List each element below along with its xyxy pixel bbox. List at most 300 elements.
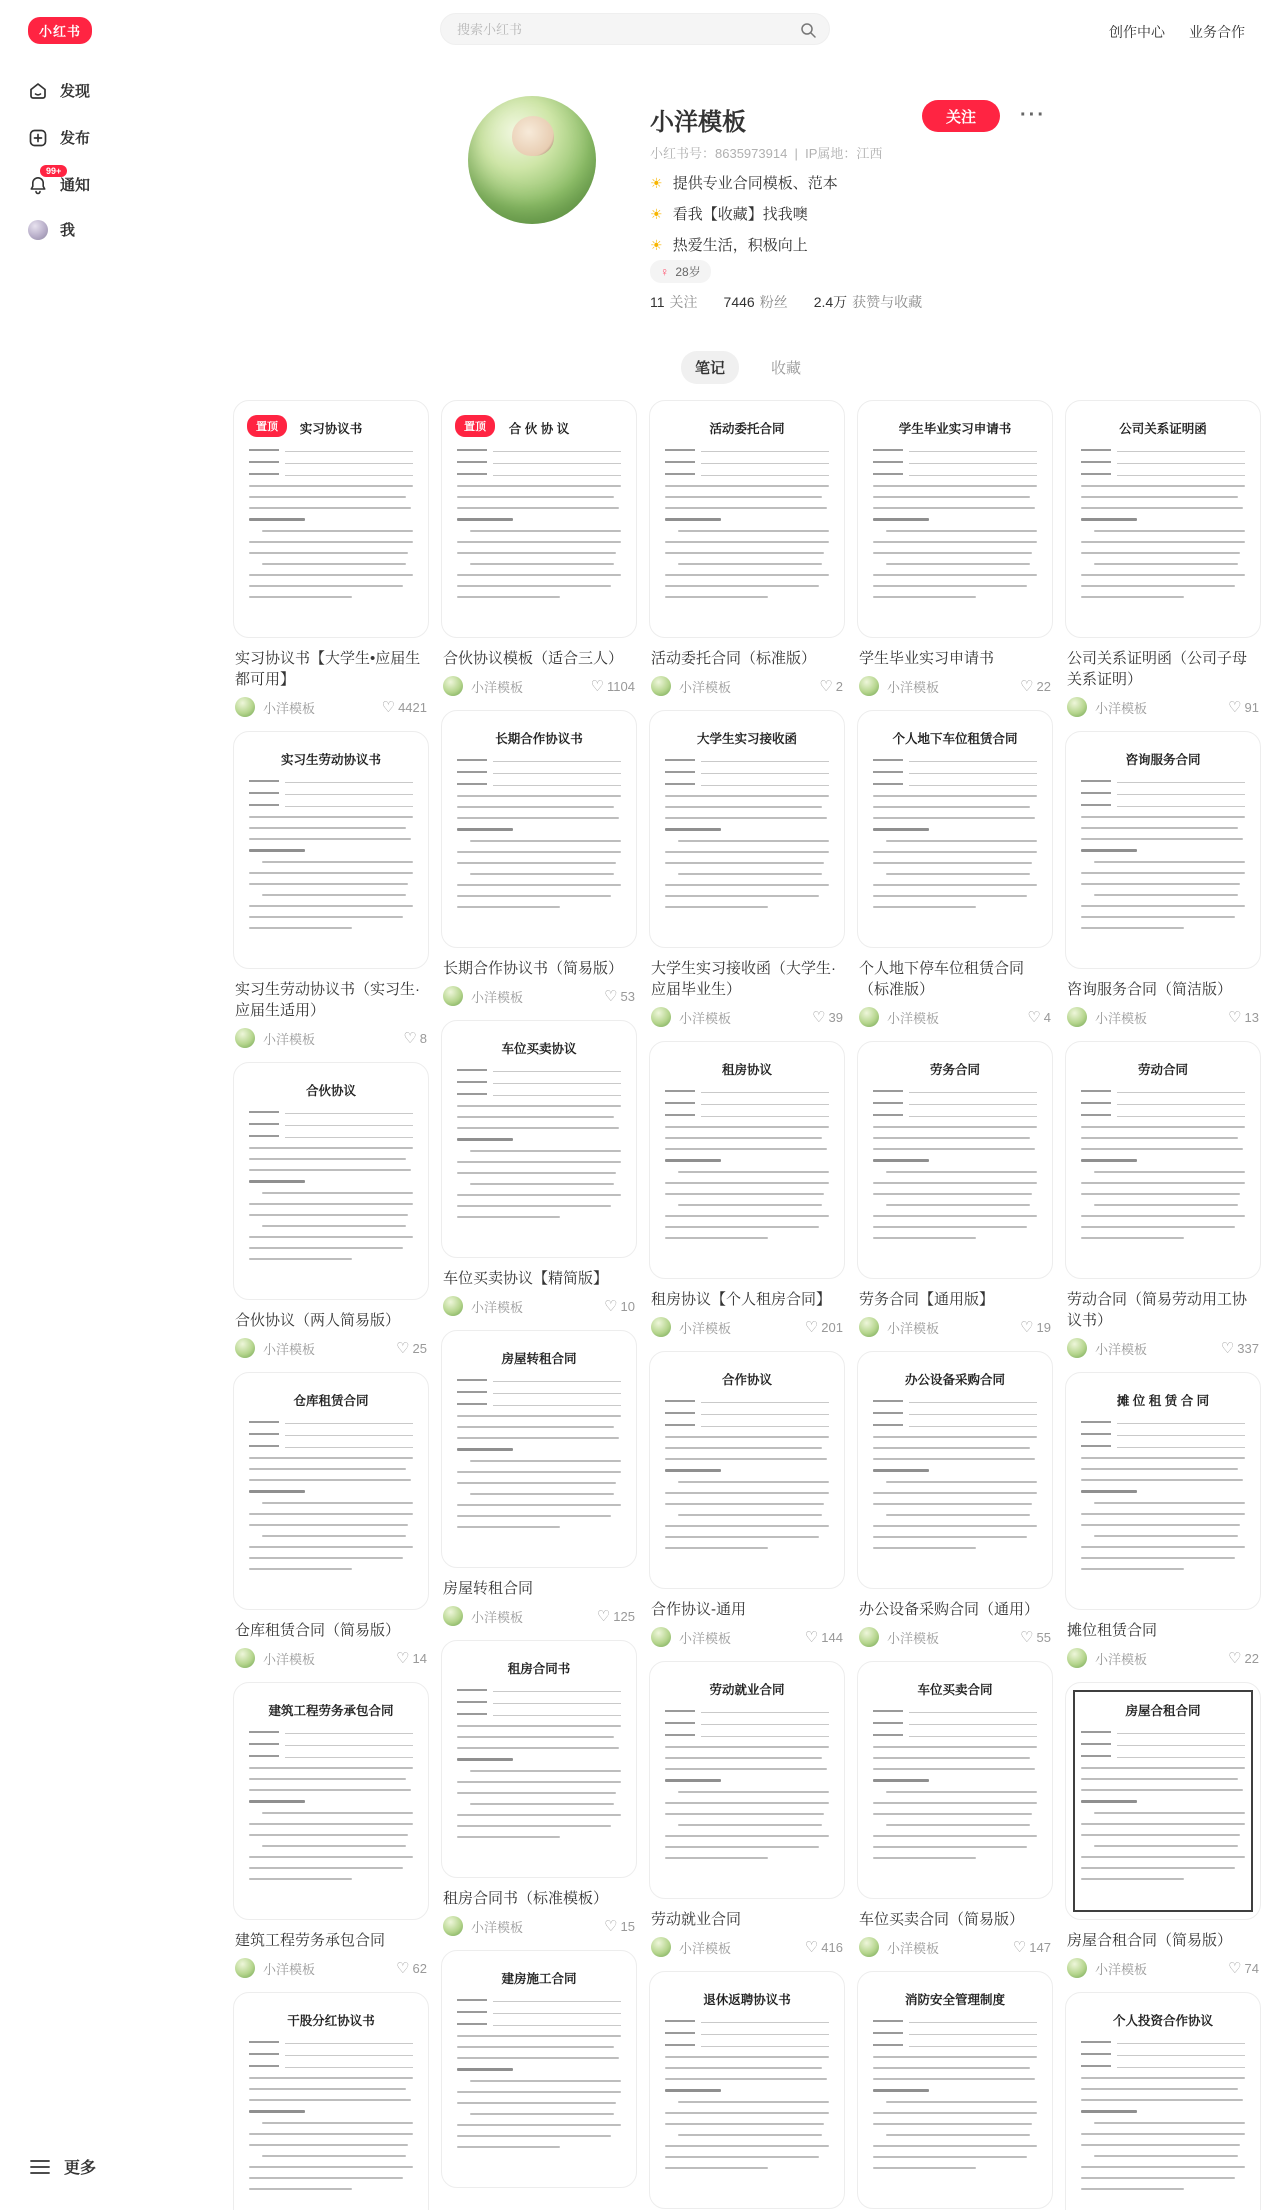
note-card — [233, 1372, 429, 1668]
note-thumbnail[interactable] — [649, 1351, 845, 1589]
notes-column — [1065, 400, 1261, 2210]
like-button[interactable] — [1228, 1010, 1259, 1025]
note-card — [441, 1950, 637, 2188]
notification-badge: 99+ — [40, 165, 67, 177]
author-name[interactable]: 小洋模板 — [263, 700, 316, 716]
sidebar-item-discover[interactable] — [28, 80, 90, 101]
like-icon: ♡ — [1020, 677, 1034, 695]
note-thumbnail[interactable] — [649, 1041, 845, 1279]
note-footer — [1065, 1958, 1261, 1978]
note-thumbnail[interactable] — [857, 1351, 1053, 1589]
author-avatar[interactable] — [1067, 697, 1087, 717]
note-footer — [857, 1627, 1053, 1647]
document-title: 劳务合同 — [929, 1063, 980, 1077]
author-name[interactable]: 小洋模板 — [471, 679, 524, 695]
document-text-lines — [873, 1436, 1037, 1549]
author-name[interactable]: 小洋模板 — [263, 1341, 316, 1357]
note-title[interactable]: 公司关系证明函（公司子母关系证明） — [1067, 650, 1248, 688]
note-footer — [441, 676, 637, 696]
document-text-lines — [1081, 1126, 1245, 1239]
like-icon: ♡ — [403, 1029, 417, 1047]
note-title[interactable]: 房屋合租合同（简易版） — [1067, 1932, 1233, 1949]
like-button[interactable] — [604, 1299, 635, 1314]
like-button[interactable] — [396, 1651, 427, 1666]
note-title[interactable]: 劳务合同【通用版】 — [859, 1291, 995, 1308]
like-button[interactable] — [591, 679, 635, 694]
document-preview — [858, 1662, 1052, 1898]
note-thumbnail[interactable] — [649, 400, 845, 638]
note-card — [649, 710, 845, 1027]
note-thumbnail[interactable] — [233, 1992, 429, 2210]
like-button[interactable] — [819, 679, 843, 694]
like-button[interactable] — [396, 1341, 427, 1356]
document-title: 咨询服务合同 — [1125, 753, 1201, 767]
note-thumbnail[interactable] — [441, 1950, 637, 2188]
like-icon: ♡ — [1228, 1649, 1242, 1667]
note-footer — [233, 1338, 429, 1358]
note-title[interactable]: 租房协议【个人租房合同】 — [651, 1291, 832, 1308]
like-button[interactable] — [396, 1961, 427, 1976]
note-title[interactable]: 合伙协议（两人简易版） — [235, 1312, 401, 1329]
note-card — [857, 710, 1053, 1027]
note-title[interactable]: 办公设备采购合同（通用） — [859, 1601, 1040, 1618]
document-text-lines — [1081, 816, 1245, 929]
document-preview — [858, 711, 1052, 947]
author-name[interactable]: 小洋模板 — [1095, 1651, 1148, 1667]
note-thumbnail[interactable] — [441, 710, 637, 948]
author-name[interactable]: 小洋模板 — [887, 1320, 940, 1336]
business-link[interactable]: 业务合作 — [1189, 24, 1245, 40]
note-thumbnail[interactable] — [441, 1640, 637, 1878]
note-footer — [1065, 1648, 1261, 1668]
note-thumbnail[interactable] — [441, 1330, 637, 1568]
document-text-lines — [457, 2035, 621, 2148]
document-title: 大学生实习接收函 — [696, 732, 797, 746]
sparkle-icon: ☀ — [650, 206, 663, 222]
note-title[interactable]: 摊位租赁合同 — [1067, 1622, 1158, 1639]
sidebar-label-discover: 发现 — [60, 83, 91, 100]
note-footer — [857, 1317, 1053, 1337]
document-preview — [1066, 1373, 1260, 1609]
note-footer — [1065, 1007, 1261, 1027]
note-footer — [649, 1937, 845, 1957]
note-title[interactable]: 租房合同书（标准模板） — [443, 1890, 609, 1907]
note-title[interactable]: 大学生实习接收函（大学生·应届毕业生） — [651, 960, 836, 998]
author-name[interactable]: 小洋模板 — [1095, 700, 1148, 716]
like-button[interactable] — [403, 1031, 427, 1046]
document-preview — [442, 1331, 636, 1567]
note-thumbnail[interactable] — [649, 710, 845, 948]
author-name[interactable]: 小洋模板 — [471, 989, 524, 1005]
document-text-lines — [249, 2077, 413, 2190]
like-icon: ♡ — [604, 1917, 618, 1935]
note-thumbnail[interactable] — [1065, 400, 1261, 638]
author-name[interactable]: 小洋模板 — [263, 1031, 316, 1047]
note-title[interactable]: 劳动就业合同 — [651, 1911, 742, 1928]
author-avatar[interactable] — [859, 1007, 879, 1027]
document-title: 个人地下车位租赁合同 — [892, 732, 1018, 746]
like-icon: ♡ — [1020, 1318, 1034, 1336]
like-count: 15 — [620, 1918, 635, 1934]
xiaohongshu-logo[interactable]: 小红书 — [28, 17, 92, 44]
note-thumbnail[interactable] — [857, 1971, 1053, 2209]
like-button[interactable] — [1221, 1341, 1259, 1356]
note-title[interactable]: 建筑工程劳务承包合同 — [235, 1932, 386, 1949]
author-name[interactable]: 小洋模板 — [471, 1299, 524, 1315]
bio-line: ☀ 热爱生活，积极向上 — [650, 237, 808, 254]
note-thumbnail[interactable] — [233, 1062, 429, 1300]
home-icon — [28, 81, 48, 101]
stat-followers[interactable]: 7446 粉丝 — [723, 294, 788, 310]
note-footer — [857, 1937, 1053, 1957]
author-avatar[interactable] — [1067, 1338, 1087, 1358]
note-footer — [649, 1317, 845, 1337]
document-title: 合 伙 协 议 — [508, 422, 570, 436]
document-title: 车位买卖协议 — [501, 1042, 577, 1056]
document-title: 合伙协议 — [305, 1084, 356, 1098]
document-preview — [1066, 1042, 1260, 1278]
author-avatar[interactable] — [443, 676, 463, 696]
document-title: 劳动合同 — [1137, 1063, 1188, 1077]
author-name[interactable]: 小洋模板 — [887, 1940, 940, 1956]
like-button[interactable] — [1013, 1940, 1051, 1955]
like-icon: ♡ — [1220, 1339, 1235, 1357]
sidebar-label-publish: 发布 — [60, 130, 91, 147]
note-card — [233, 400, 429, 717]
author-avatar[interactable] — [1067, 1958, 1087, 1978]
notes-column — [857, 400, 1053, 2210]
like-button[interactable] — [1020, 1320, 1051, 1335]
profile-id-line: 小红书号：8635973914 | IP属地：江西 — [650, 146, 883, 161]
author-avatar[interactable] — [443, 1606, 463, 1626]
more-options-icon[interactable]: ··· — [1020, 104, 1046, 126]
profile-tabs — [233, 351, 1263, 384]
follow-button[interactable]: 关注 — [922, 100, 1000, 132]
like-icon: ♡ — [804, 1628, 819, 1646]
note-title[interactable]: 仓库租赁合同（简易版） — [235, 1622, 401, 1639]
note-card — [857, 1971, 1053, 2209]
bio-line: ☀ 看我【收藏】找我噢 — [650, 206, 808, 223]
document-title: 摊 位 租 赁 合 同 — [1116, 1394, 1210, 1408]
document-title: 房屋转租合同 — [501, 1352, 577, 1366]
author-avatar[interactable] — [235, 1028, 255, 1048]
author-avatar[interactable] — [235, 1648, 255, 1668]
note-card — [233, 1992, 429, 2210]
note-title[interactable]: 学生毕业实习申请书 — [859, 650, 995, 667]
like-count: 14 — [412, 1650, 427, 1666]
like-button[interactable] — [805, 1630, 843, 1645]
document-text-lines — [249, 1147, 413, 1260]
document-preview — [858, 1972, 1052, 2208]
note-thumbnail[interactable] — [233, 400, 429, 638]
sidebar-item-notifications[interactable] — [28, 165, 91, 195]
pinned-badge: 置顶 — [455, 415, 495, 437]
author-name[interactable]: 小洋模板 — [679, 1010, 732, 1026]
document-text-lines — [457, 1415, 621, 1528]
document-text-lines — [457, 795, 621, 908]
document-text-lines — [249, 816, 413, 929]
note-title[interactable]: 房屋转租合同 — [443, 1580, 534, 1597]
document-title: 车位买卖合同 — [917, 1683, 993, 1697]
like-icon: ♡ — [1020, 1628, 1034, 1646]
creator-center-link[interactable]: 创作中心 — [1109, 24, 1165, 40]
note-card — [1065, 1041, 1261, 1358]
note-thumbnail[interactable] — [233, 1682, 429, 1920]
sidebar-item-publish[interactable] — [28, 127, 90, 148]
sparkle-icon: ☀ — [650, 175, 663, 191]
document-title: 实习协议书 — [299, 422, 363, 436]
author-name[interactable]: 小洋模板 — [887, 679, 940, 695]
note-title[interactable]: 合作协议-通用 — [651, 1601, 746, 1618]
like-button[interactable] — [805, 1940, 843, 1955]
sidebar-label-me: 我 — [60, 222, 76, 239]
like-count: 13 — [1244, 1009, 1259, 1025]
author-name[interactable]: 小洋模板 — [887, 1010, 940, 1026]
note-card — [441, 1330, 637, 1626]
note-title[interactable]: 咨询服务合同（简洁版） — [1067, 981, 1233, 998]
note-footer — [441, 1296, 637, 1316]
author-avatar[interactable] — [859, 676, 879, 696]
document-text-lines — [873, 2056, 1037, 2169]
note-thumbnail[interactable] — [857, 400, 1053, 638]
author-name[interactable]: 小洋模板 — [679, 1320, 732, 1336]
profile-name: 小洋模板 — [650, 109, 746, 136]
note-footer — [441, 986, 637, 1006]
like-button[interactable] — [805, 1320, 843, 1335]
note-title[interactable]: 长期合作协议书（简易版） — [443, 960, 624, 977]
author-avatar[interactable] — [651, 1627, 671, 1647]
author-avatar[interactable] — [443, 1296, 463, 1316]
sparkle-icon: ☀ — [650, 237, 663, 253]
note-card — [649, 1971, 845, 2209]
sidebar-item-me[interactable] — [28, 219, 75, 240]
document-text-lines — [873, 485, 1037, 598]
notes-column — [441, 400, 637, 2210]
more-menu-button[interactable] — [30, 2155, 96, 2178]
note-title[interactable]: 劳动合同（简易劳动用工协议书） — [1067, 1291, 1248, 1329]
document-preview — [858, 1042, 1052, 1278]
like-button[interactable] — [382, 700, 427, 715]
like-button[interactable] — [604, 989, 635, 1004]
note-thumbnail[interactable] — [441, 400, 637, 638]
note-thumbnail[interactable] — [857, 1041, 1053, 1279]
document-title: 劳动就业合同 — [709, 1683, 785, 1697]
author-avatar[interactable] — [443, 1916, 463, 1936]
note-card — [233, 1062, 429, 1358]
tab-notes[interactable]: 笔记 — [681, 351, 739, 384]
author-avatar[interactable] — [859, 1627, 879, 1647]
like-count: 4421 — [398, 699, 427, 715]
note-card — [649, 1661, 845, 1957]
note-card — [1065, 400, 1261, 717]
note-footer — [1065, 697, 1261, 717]
more-label: 更多 — [64, 2160, 97, 2177]
document-title: 建房施工合同 — [501, 1972, 577, 1986]
note-thumbnail[interactable] — [1065, 1992, 1261, 2210]
document-text-lines — [1081, 2077, 1245, 2190]
note-footer — [441, 1916, 637, 1936]
author-avatar[interactable] — [651, 1937, 671, 1957]
author-name[interactable]: 小洋模板 — [471, 1609, 524, 1625]
sidebar-avatar — [28, 220, 48, 240]
note-thumbnail[interactable] — [1065, 731, 1261, 969]
note-card — [441, 1640, 637, 1936]
document-text-lines — [873, 795, 1037, 908]
document-title: 长期合作协议书 — [495, 732, 583, 746]
like-count: 25 — [412, 1340, 427, 1356]
like-count: 19 — [1036, 1319, 1051, 1335]
note-title[interactable]: 实习生劳动协议书（实习生·应届生适用） — [235, 981, 420, 1019]
like-count: 10 — [620, 1298, 635, 1314]
author-avatar[interactable] — [651, 1007, 671, 1027]
search-bar[interactable] — [440, 13, 830, 45]
document-title: 实习生劳动协议书 — [280, 753, 381, 767]
note-footer — [649, 676, 845, 696]
note-thumbnail[interactable] — [857, 710, 1053, 948]
like-count: 22 — [1036, 678, 1051, 694]
note-title[interactable]: 车位买卖协议【精简版】 — [443, 1270, 609, 1287]
document-text-lines — [665, 485, 829, 598]
like-count: 39 — [828, 1009, 843, 1025]
age-gender-tag: ♀ 28岁 — [650, 260, 711, 283]
note-card — [1065, 1682, 1261, 1978]
author-name[interactable]: 小洋模板 — [679, 1940, 732, 1956]
author-avatar[interactable] — [235, 1338, 255, 1358]
stat-following[interactable]: 11 关注 — [650, 294, 698, 310]
profile-avatar — [468, 96, 596, 224]
note-footer — [649, 1007, 845, 1027]
author-name[interactable]: 小洋模板 — [1095, 1341, 1148, 1357]
author-avatar[interactable] — [859, 1937, 879, 1957]
tab-collections[interactable]: 收藏 — [771, 360, 802, 377]
like-icon: ♡ — [604, 1297, 618, 1315]
note-thumbnail[interactable] — [1065, 1041, 1261, 1279]
search-input[interactable] — [457, 14, 787, 44]
note-title[interactable]: 实习协议书【大学生•应届生都可用】 — [235, 650, 421, 688]
like-icon: ♡ — [1027, 1008, 1041, 1026]
like-button[interactable] — [1020, 1630, 1051, 1645]
note-thumbnail[interactable] — [1065, 1372, 1261, 1610]
author-avatar[interactable] — [651, 1317, 671, 1337]
note-title[interactable]: 车位买卖合同（简易版） — [859, 1911, 1025, 1928]
author-name[interactable]: 小洋模板 — [263, 1651, 316, 1667]
author-name[interactable]: 小洋模板 — [679, 1630, 732, 1646]
note-thumbnail[interactable] — [441, 1020, 637, 1258]
note-card — [441, 400, 637, 696]
document-text-lines — [1081, 485, 1245, 598]
author-avatar[interactable] — [235, 1958, 255, 1978]
document-text-lines — [249, 1457, 413, 1570]
like-button[interactable] — [1020, 679, 1051, 694]
document-preview — [442, 1641, 636, 1877]
note-footer — [857, 1007, 1053, 1027]
author-avatar[interactable] — [859, 1317, 879, 1337]
like-icon: ♡ — [590, 677, 605, 695]
author-name[interactable]: 小洋模板 — [679, 679, 732, 695]
note-thumbnail[interactable] — [649, 1971, 845, 2209]
like-button[interactable] — [1027, 1010, 1051, 1025]
note-title[interactable]: 合伙协议模板（适合三人） — [443, 650, 624, 667]
like-button[interactable] — [1228, 700, 1259, 715]
pinned-badge: 置顶 — [247, 415, 287, 437]
document-text-lines — [457, 1105, 621, 1218]
author-name[interactable]: 小洋模板 — [1095, 1961, 1148, 1977]
author-name[interactable]: 小洋模板 — [263, 1961, 316, 1977]
author-avatar[interactable] — [1067, 1648, 1087, 1668]
like-icon: ♡ — [396, 1959, 410, 1977]
document-title: 学生毕业实习申请书 — [898, 422, 1012, 436]
like-button[interactable] — [597, 1609, 635, 1624]
note-thumbnail[interactable] — [857, 1661, 1053, 1899]
note-thumbnail[interactable] — [233, 1372, 429, 1610]
document-preview — [442, 711, 636, 947]
author-name[interactable]: 小洋模板 — [1095, 1010, 1148, 1026]
author-avatar[interactable] — [1067, 1007, 1087, 1027]
hamburger-icon — [30, 2159, 50, 2175]
document-preview — [1066, 1683, 1260, 1919]
author-avatar[interactable] — [651, 676, 671, 696]
author-avatar[interactable] — [443, 986, 463, 1006]
like-button[interactable] — [1228, 1651, 1259, 1666]
note-card — [857, 400, 1053, 696]
document-title: 消防安全管理制度 — [904, 1993, 1005, 2007]
document-text-lines — [665, 2056, 829, 2169]
document-text-lines — [665, 1126, 829, 1239]
author-avatar[interactable] — [235, 697, 255, 717]
like-count: 2 — [835, 678, 843, 694]
stat-likes-collects[interactable]: 2.4万 获赞与收藏 — [813, 294, 923, 310]
like-button[interactable] — [1228, 1961, 1259, 1976]
like-count: 91 — [1244, 699, 1259, 715]
note-card — [441, 1020, 637, 1316]
note-thumbnail[interactable] — [233, 731, 429, 969]
author-name[interactable]: 小洋模板 — [471, 1919, 524, 1935]
like-button[interactable] — [812, 1010, 843, 1025]
plus-icon — [28, 128, 48, 148]
document-preview — [442, 1021, 636, 1257]
document-title: 办公设备采购合同 — [904, 1373, 1005, 1387]
note-thumbnail[interactable] — [1065, 1682, 1261, 1920]
like-count: 1104 — [607, 678, 635, 694]
document-preview — [234, 1063, 428, 1299]
like-button[interactable] — [604, 1919, 635, 1934]
note-thumbnail[interactable] — [649, 1661, 845, 1899]
document-title: 干股分红协议书 — [287, 2014, 375, 2028]
document-title: 建筑工程劳务承包合同 — [268, 1704, 394, 1718]
note-card — [1065, 1372, 1261, 1668]
search-icon[interactable] — [800, 22, 816, 38]
note-footer — [233, 697, 429, 717]
document-preview — [234, 1683, 428, 1919]
document-preview — [650, 1042, 844, 1278]
like-count: 74 — [1244, 1960, 1259, 1976]
like-count: 147 — [1029, 1939, 1051, 1955]
note-title[interactable]: 活动委托合同（标准版） — [651, 650, 817, 667]
like-icon: ♡ — [381, 698, 396, 716]
document-text-lines — [873, 1746, 1037, 1859]
note-footer — [441, 1606, 637, 1626]
note-card — [649, 1041, 845, 1337]
note-title[interactable]: 个人地下停车位租赁合同（标准版） — [859, 960, 1025, 998]
author-name[interactable]: 小洋模板 — [887, 1630, 940, 1646]
document-text-lines — [1081, 1767, 1245, 1880]
sidebar-label-notifications: 通知 — [60, 177, 91, 194]
like-count: 144 — [821, 1629, 843, 1645]
like-icon: ♡ — [596, 1607, 611, 1625]
like-count: 4 — [1043, 1009, 1051, 1025]
document-preview — [234, 1373, 428, 1609]
document-text-lines — [873, 1126, 1037, 1239]
